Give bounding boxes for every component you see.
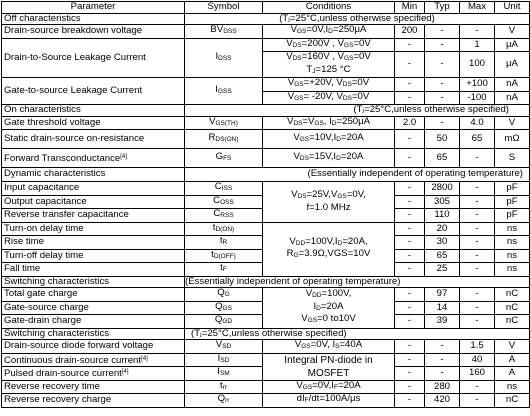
- symbol-tdoff: tD(OFF): [185, 249, 263, 263]
- param-ism-text: Pulsed drain-source current: [4, 368, 122, 380]
- param-tr: Rise time: [2, 236, 185, 250]
- typ-gfs: 65: [425, 149, 460, 168]
- param-tdon: Turn-on delay time: [2, 222, 185, 236]
- typ-qg: 97: [425, 288, 460, 302]
- param-vgsth: Gate threshold voltage: [2, 116, 185, 130]
- max-tf: -: [460, 263, 495, 277]
- unit-tf: ns: [495, 263, 530, 277]
- min-qgs: -: [395, 301, 425, 315]
- param-gfs-text: Forward Transconductance: [4, 152, 121, 164]
- section-title: Off characteristics: [2, 13, 185, 25]
- footnote-ref: [4]: [141, 355, 148, 362]
- max-idss-1: 1: [460, 38, 495, 52]
- typ-trr: 280: [425, 380, 460, 394]
- typ-coss: 305: [425, 195, 460, 209]
- symbol-vgsth: VGS(TH): [185, 116, 263, 130]
- max-coss: -: [460, 195, 495, 209]
- header-unit: Unit: [495, 2, 530, 14]
- section-condition: (Tⱼ=25°C,unless otherwise specified): [185, 328, 530, 340]
- param-crss: Reverse transfer capacitance: [2, 209, 185, 223]
- header-max: Max: [460, 2, 495, 14]
- param-vsd: Drain-source diode forward voltage: [2, 340, 185, 354]
- param-idss: Drain-to-Source Leakage Current: [2, 38, 185, 78]
- cond-qrr: dIF/dt=100A/μs: [263, 394, 395, 408]
- unit-idss-2: μA: [495, 52, 530, 78]
- unit-crss: pF: [495, 209, 530, 223]
- section-condition: (Tⱼ=25°C,unless otherwise specified): [185, 13, 530, 25]
- max-tdoff: -: [460, 249, 495, 263]
- typ-qgs: 14: [425, 301, 460, 315]
- symbol-tr: tR: [185, 236, 263, 250]
- min-bvdss: 200: [395, 25, 425, 39]
- unit-tdoff: ns: [495, 249, 530, 263]
- table-row: [2, 130, 530, 149]
- table-row: [2, 222, 530, 236]
- symbol-gfs: GFS: [185, 149, 263, 168]
- section-condition: (Essentially independent of operating temperature): [185, 276, 530, 288]
- typ-tf: 25: [425, 263, 460, 277]
- symbol-igss: IGSS: [185, 78, 263, 105]
- min-trr: -: [395, 380, 425, 394]
- typ-qrr: 420: [425, 394, 460, 408]
- unit-vgsth: V: [495, 116, 530, 130]
- max-igss-2: -100: [460, 91, 495, 105]
- param-rdson: Static drain-source on-resistance: [2, 130, 185, 149]
- param-tf: Fall time: [2, 263, 185, 277]
- section-off: [2, 13, 530, 25]
- table-row: [2, 394, 530, 408]
- typ-rdson: 50: [425, 130, 460, 149]
- max-gfs: -: [460, 149, 495, 168]
- section-on: [2, 105, 530, 117]
- unit-qrr: nC: [495, 394, 530, 408]
- typ-ciss: 2800: [425, 182, 460, 196]
- section-switching: [2, 276, 530, 288]
- header-symbol: Symbol: [185, 2, 263, 14]
- param-igss: Gate-to-source Leakage Current: [2, 78, 185, 105]
- unit-trr: ns: [495, 380, 530, 394]
- symbol-bvdss: BVDSS: [185, 25, 263, 39]
- typ-tr: 30: [425, 236, 460, 250]
- min-igss-2: -: [395, 91, 425, 105]
- min-tf: -: [395, 263, 425, 277]
- header-row: [2, 2, 530, 14]
- min-igss-1: -: [395, 78, 425, 92]
- unit-vsd: V: [495, 340, 530, 354]
- cond-vsd: VGS=0V, IS=40A: [263, 340, 395, 354]
- param-qg: Total gate charge: [2, 288, 185, 302]
- section-condition: (Essentially independent of operating temperature): [185, 168, 530, 182]
- unit-ism: A: [495, 367, 530, 381]
- max-tdon: -: [460, 222, 495, 236]
- symbol-vsd: VSD: [185, 340, 263, 354]
- min-isd: -: [395, 353, 425, 367]
- table-row: [2, 380, 530, 394]
- unit-tr: ns: [495, 236, 530, 250]
- typ-tdoff: 65: [425, 249, 460, 263]
- unit-bvdss: V: [495, 25, 530, 39]
- max-crss: -: [460, 209, 495, 223]
- section-title: Switching characteristics: [2, 276, 185, 288]
- unit-coss: pF: [495, 195, 530, 209]
- cond-idss-2: VDS=160V , VGS=0V TJ=125 °C: [263, 52, 395, 78]
- min-coss: -: [395, 195, 425, 209]
- param-trr: Reverse recovery time: [2, 380, 185, 394]
- cond-rdson: VGS=10V,ID=20A: [263, 130, 395, 149]
- unit-igss-1: nA: [495, 78, 530, 92]
- symbol-isd: ISD: [185, 353, 263, 367]
- min-tdon: -: [395, 222, 425, 236]
- param-bvdss: Drain-source breakdown voltage: [2, 25, 185, 39]
- max-rdson: 65: [460, 130, 495, 149]
- table-row: [2, 288, 530, 302]
- symbol-tdon: tD(ON): [185, 222, 263, 236]
- table-row: [2, 340, 530, 354]
- min-ciss: -: [395, 182, 425, 196]
- min-tdoff: -: [395, 249, 425, 263]
- footnote-ref: [4]: [121, 369, 129, 376]
- cond-integral-diode: [263, 353, 395, 380]
- max-isd: 40: [460, 353, 495, 367]
- cond-diode-line1: Integral PN-diode in: [284, 354, 373, 366]
- header-conditions: Conditions: [263, 2, 395, 14]
- table-row: [2, 78, 530, 92]
- header-typ: Typ: [425, 2, 460, 14]
- max-ism: 160: [460, 367, 495, 381]
- min-idss-2: -: [395, 52, 425, 78]
- electrical-characteristics-table: [1, 1, 530, 408]
- section-diode: [2, 328, 530, 340]
- unit-igss-2: nA: [495, 91, 530, 105]
- typ-idss-2: -: [425, 52, 460, 78]
- typ-idss-1: -: [425, 38, 460, 52]
- symbol-qrr: Qrr: [185, 394, 263, 408]
- min-idss-1: -: [395, 38, 425, 52]
- param-qgd: Gate-drain charge: [2, 315, 185, 329]
- cond-diode-line2: MOSFET: [307, 367, 350, 379]
- param-coss: Output capacitance: [2, 195, 185, 209]
- table-row: [2, 116, 530, 130]
- symbol-qgd: QGD: [185, 315, 263, 329]
- table-row: [2, 149, 530, 168]
- typ-vsd: -: [425, 340, 460, 354]
- cond-gate-charge: VDD=100V, ID=20A VGS=0 to10V: [263, 288, 395, 329]
- min-qg: -: [395, 288, 425, 302]
- typ-ism: -: [425, 367, 460, 381]
- param-ism: [2, 367, 185, 381]
- cond-switching: VDD=100V,ID=20A, RG=3.9Ω,VGS=10V: [263, 222, 395, 276]
- unit-qgs: nC: [495, 301, 530, 315]
- min-vgsth: 2.0: [395, 116, 425, 130]
- min-qgd: -: [395, 315, 425, 329]
- typ-crss: 110: [425, 209, 460, 223]
- table-row: [2, 353, 530, 367]
- typ-isd: -: [425, 353, 460, 367]
- max-trr: -: [460, 380, 495, 394]
- max-igss-1: +100: [460, 78, 495, 92]
- cond-bvdss: VGS=0V,ID=250μA: [263, 25, 395, 39]
- typ-tdon: 20: [425, 222, 460, 236]
- symbol-coss: COSS: [185, 195, 263, 209]
- max-ciss: -: [460, 182, 495, 196]
- max-idss-2: 100: [460, 52, 495, 78]
- min-vsd: -: [395, 340, 425, 354]
- unit-ciss: pF: [495, 182, 530, 196]
- max-tr: -: [460, 236, 495, 250]
- cond-vgsth: VDS=VGS, ID=250μA: [263, 116, 395, 130]
- typ-bvdss: -: [425, 25, 460, 39]
- typ-qgd: 39: [425, 315, 460, 329]
- section-title: Dynamic characteristics: [2, 168, 185, 182]
- unit-rdson: mΩ: [495, 130, 530, 149]
- header-parameter: Parameter: [2, 2, 185, 14]
- section-title: On characteristics: [2, 105, 185, 117]
- min-ism: -: [395, 367, 425, 381]
- param-qgs: Gate-source charge: [2, 301, 185, 315]
- max-qgd: -: [460, 315, 495, 329]
- symbol-qg: QG: [185, 288, 263, 302]
- symbol-ism: ISM: [185, 367, 263, 381]
- unit-isd: A: [495, 353, 530, 367]
- cond-gfs: VDS=15V,ID=20A: [263, 149, 395, 168]
- section-title: Switching characteristics: [2, 328, 185, 340]
- param-tdoff: Turn-off delay time: [2, 249, 185, 263]
- typ-igss-2: -: [425, 91, 460, 105]
- header-min: Min: [395, 2, 425, 14]
- max-vgsth: 4.0: [460, 116, 495, 130]
- symbol-crss: CRSS: [185, 209, 263, 223]
- unit-gfs: S: [495, 149, 530, 168]
- unit-idss-1: μA: [495, 38, 530, 52]
- typ-igss-1: -: [425, 78, 460, 92]
- symbol-idss: IDSS: [185, 38, 263, 78]
- max-vsd: 1.5: [460, 340, 495, 354]
- cond-igss-1: VGS=+20V, VDS=0V: [263, 78, 395, 92]
- section-condition: (Tⱼ=25°C,unless otherwise specified): [185, 105, 530, 117]
- symbol-rdson: RDS(ON): [185, 130, 263, 149]
- min-rdson: -: [395, 130, 425, 149]
- spec-table-container: [1, 1, 530, 408]
- unit-qg: nC: [495, 288, 530, 302]
- table-row: [2, 182, 530, 196]
- param-isd-text: Continuous drain-source current: [4, 354, 142, 366]
- max-qrr: -: [460, 394, 495, 408]
- param-qrr: Reverse recovery charge: [2, 394, 185, 408]
- table-row: [2, 25, 530, 39]
- footnote-ref: [4]: [120, 153, 127, 160]
- symbol-tf: tF: [185, 263, 263, 277]
- max-qg: -: [460, 288, 495, 302]
- symbol-qgs: QGS: [185, 301, 263, 315]
- min-tr: -: [395, 236, 425, 250]
- param-ciss: Input capacitance: [2, 182, 185, 196]
- unit-qgd: nC: [495, 315, 530, 329]
- section-dynamic: [2, 168, 530, 182]
- max-bvdss: -: [460, 25, 495, 39]
- param-gfs: [2, 149, 185, 168]
- min-gfs: -: [395, 149, 425, 168]
- typ-vgsth: -: [425, 116, 460, 130]
- cond-capacitance: VDS=25V,VGS=0V, f=1.0 MHz: [263, 182, 395, 223]
- min-crss: -: [395, 209, 425, 223]
- param-isd: [2, 353, 185, 367]
- cond-idss-1: VDS=200V , VGS=0V: [263, 38, 395, 52]
- min-qrr: -: [395, 394, 425, 408]
- cond-trr: VGS=0V,IF=20A: [263, 380, 395, 394]
- max-qgs: -: [460, 301, 495, 315]
- unit-tdon: ns: [495, 222, 530, 236]
- table-row: [2, 38, 530, 52]
- symbol-ciss: CISS: [185, 182, 263, 196]
- symbol-trr: trr: [185, 380, 263, 394]
- cond-igss-2: VGS= -20V, VDS=0V: [263, 91, 395, 105]
